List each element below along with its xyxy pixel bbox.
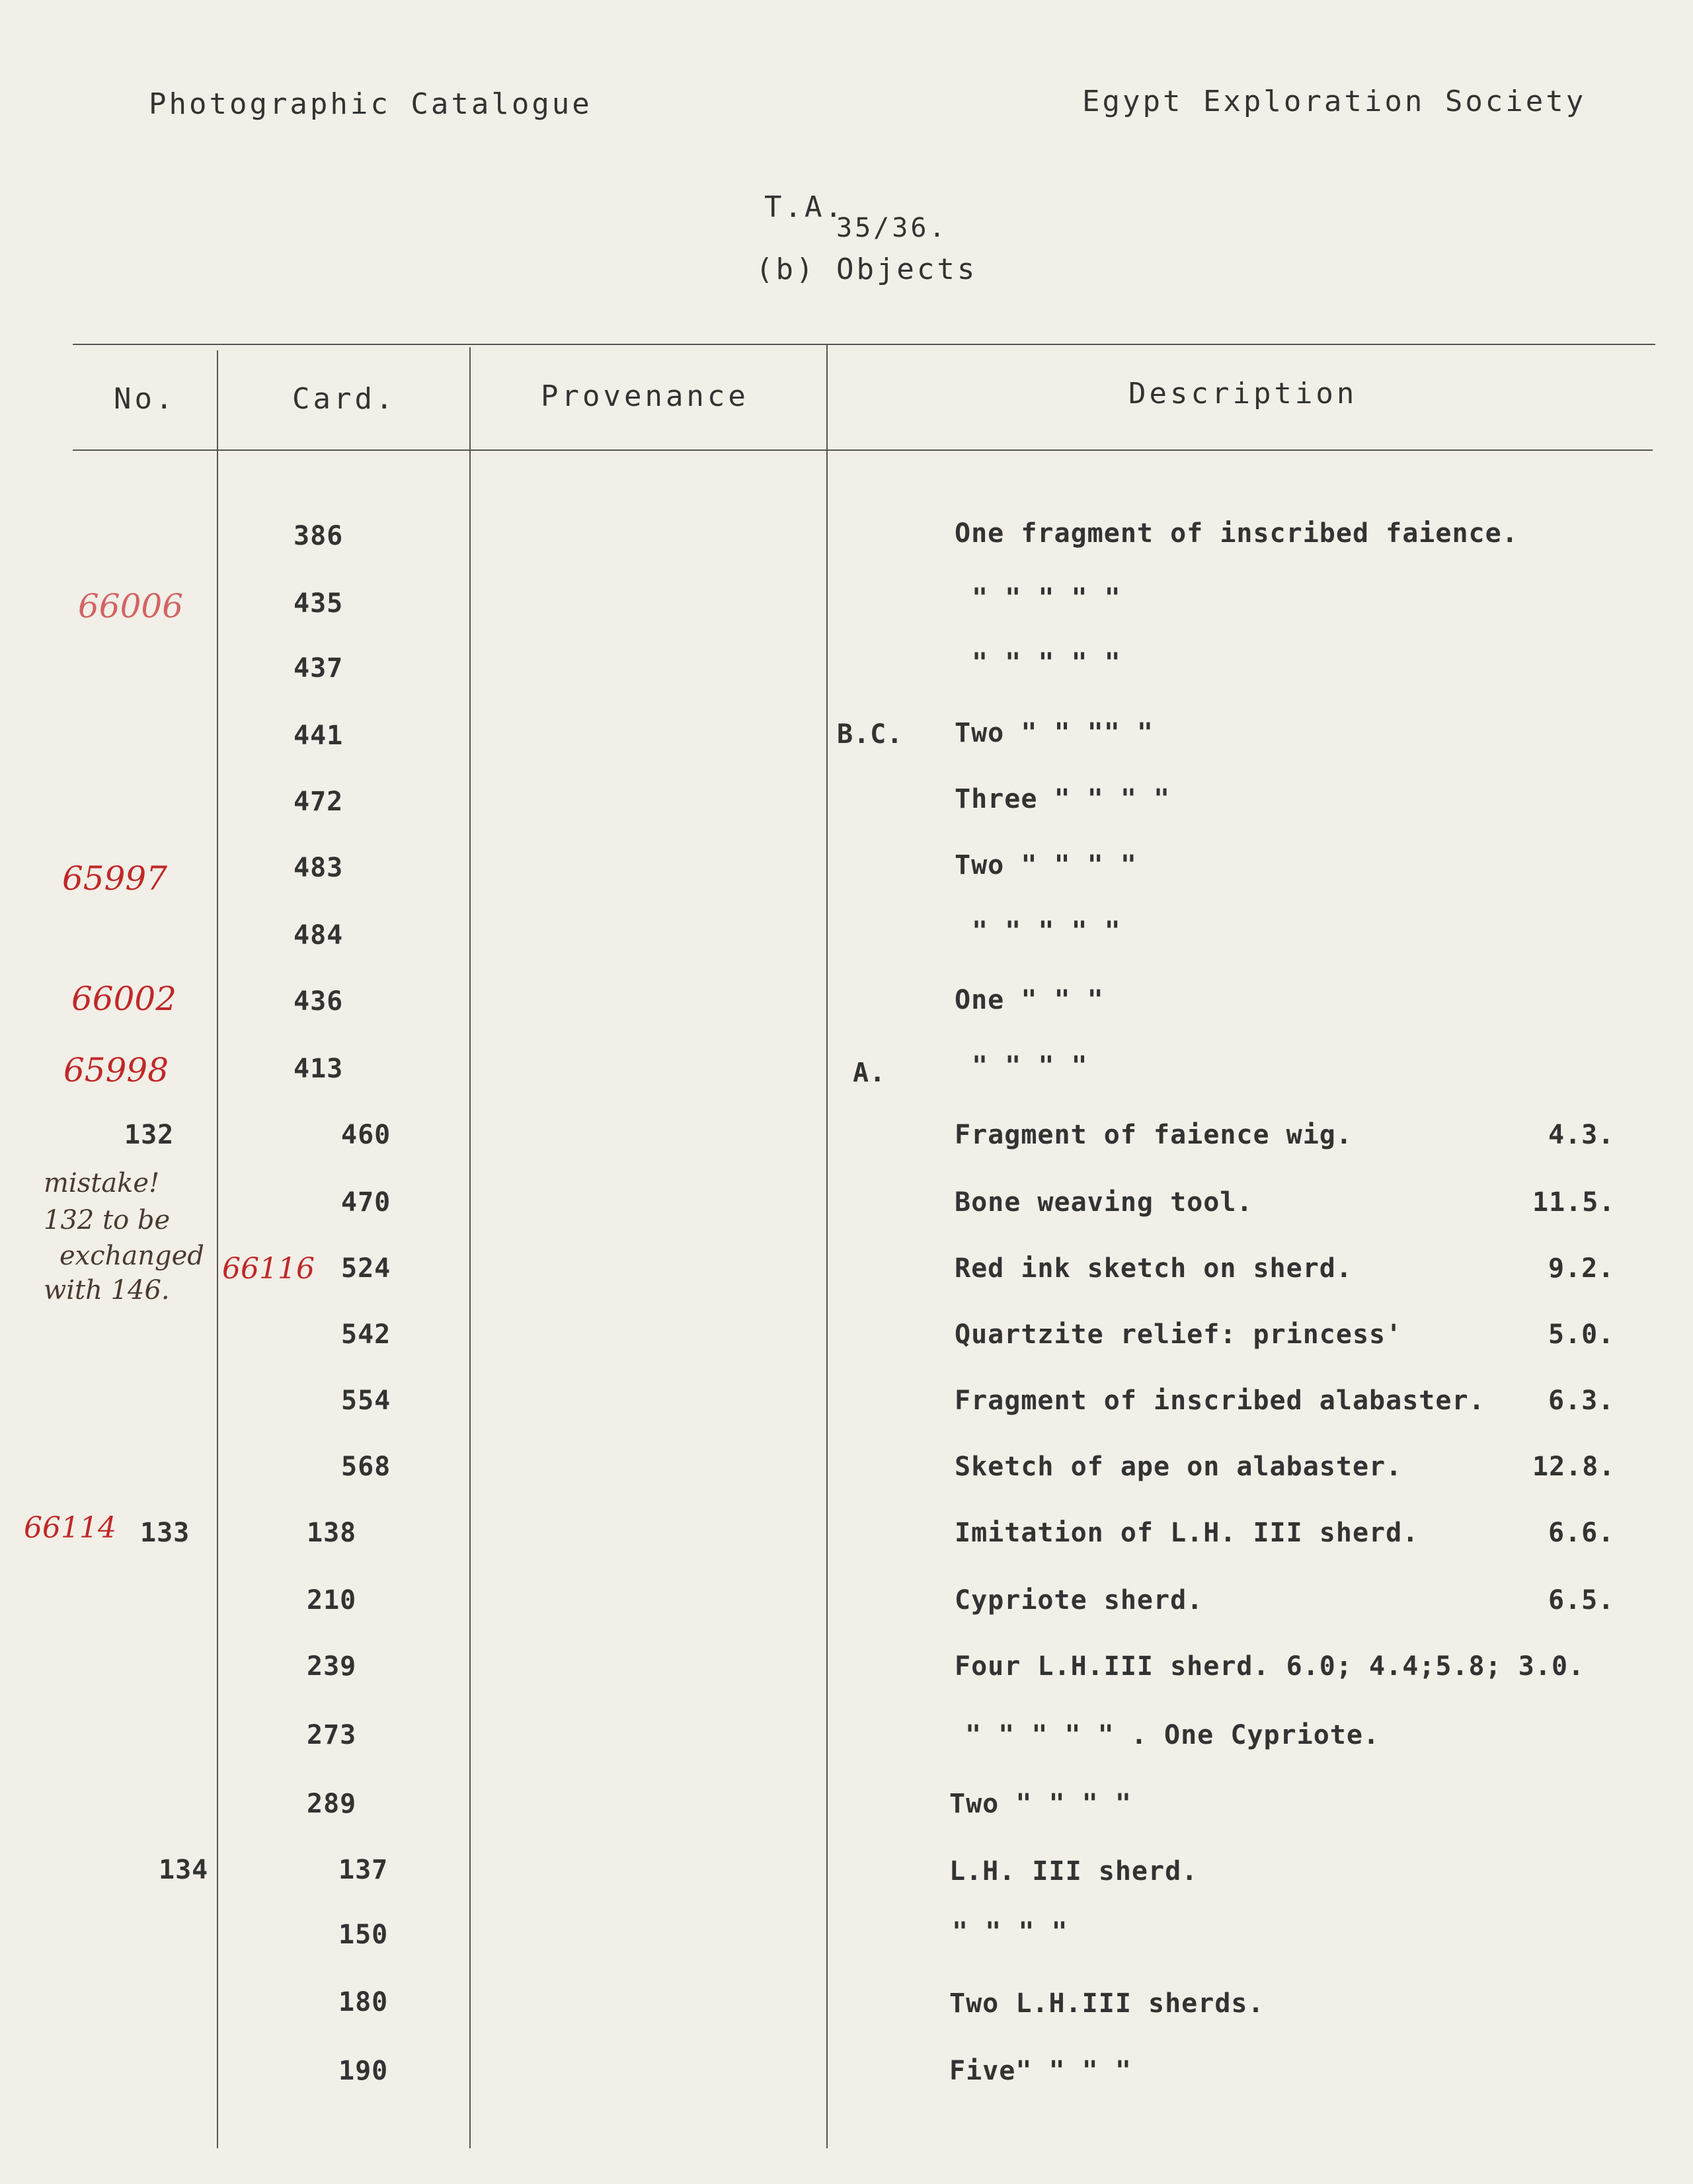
card-number: 441 (294, 721, 344, 751)
dimension: 4.3. (1548, 1120, 1615, 1150)
handwritten-note-line: exchanged (59, 1241, 204, 1271)
description: " " " " (952, 1917, 1068, 1947)
description: Fragment of faience wig. (955, 1120, 1353, 1150)
description: Three " " " " (955, 784, 1171, 814)
catalogue-title: Photographic Catalogue (149, 87, 592, 121)
description: " " " " " . One Cypriote. (965, 1720, 1380, 1750)
handwritten-note-line: with 146. (44, 1275, 170, 1306)
card-number: 138 (307, 1518, 357, 1548)
card-number: 180 (338, 1987, 389, 2017)
dimension: 6.5. (1548, 1585, 1615, 1616)
provenance: A. (853, 1058, 886, 1088)
object-number: 133 (140, 1518, 190, 1548)
col-header-no: No. (114, 382, 177, 416)
card-number: 483 (294, 853, 344, 883)
card-number: 386 (294, 521, 344, 551)
red-annotation: 66116 (222, 1252, 315, 1286)
table-header-rule (73, 449, 1653, 451)
col-header-provenance: Provenance (541, 379, 749, 413)
section-subtitle: (b) Objects (756, 253, 978, 286)
society-name: Egypt Exploration Society (1082, 85, 1587, 118)
card-number: 437 (294, 653, 344, 683)
card-number: 542 (341, 1319, 391, 1350)
description: Two L.H.III sherds. (949, 1988, 1265, 2019)
description: One fragment of inscribed faience. (955, 518, 1518, 549)
card-number: 436 (294, 986, 344, 1017)
description: Quartzite relief: princess' (955, 1319, 1403, 1350)
card-number: 190 (338, 2056, 389, 2086)
description: " " " " " (972, 648, 1121, 678)
description: " " " " (972, 1051, 1088, 1081)
description: One " " " (955, 985, 1104, 1015)
description: Imitation of L.H. III sherd. (955, 1518, 1419, 1548)
red-annotation: 65998 (63, 1051, 169, 1089)
table-top-rule (73, 344, 1655, 345)
description: Fragment of inscribed alabaster. (955, 1385, 1485, 1416)
card-number: 470 (341, 1187, 391, 1218)
card-number: 289 (307, 1789, 357, 1819)
description: L.H. III sherd. (949, 1856, 1199, 1887)
column-divider-no (217, 350, 218, 2148)
red-annotation: 65997 (62, 859, 168, 898)
description: Five" " " " (949, 2056, 1132, 2086)
dimension: 12.8. (1532, 1452, 1616, 1482)
card-number: 273 (307, 1720, 357, 1750)
description: Two " " " " (955, 850, 1137, 880)
description: Bone weaving tool. (955, 1187, 1253, 1218)
dimension: 9.2. (1548, 1253, 1615, 1284)
card-number: 524 (341, 1253, 391, 1284)
dimension: 5.0. (1548, 1319, 1615, 1350)
column-divider-card (469, 347, 471, 2148)
red-annotation: 66002 (71, 980, 177, 1018)
dimension: 6.3. (1548, 1385, 1615, 1416)
card-number: 435 (294, 588, 344, 619)
card-number: 137 (338, 1855, 389, 1885)
card-number: 472 (294, 787, 344, 817)
provenance: B.C. (837, 719, 904, 750)
column-divider-provenance (826, 344, 828, 2148)
season: 35/36. (836, 213, 948, 243)
col-header-card: Card. (292, 382, 397, 416)
site-code: T.A. (764, 190, 845, 224)
description: Two " " " " (949, 1789, 1132, 1819)
card-number: 484 (294, 920, 344, 951)
description: " " " " " (972, 583, 1121, 613)
card-number: 554 (341, 1385, 391, 1416)
card-number: 239 (307, 1651, 357, 1682)
description: " " " " " (972, 916, 1121, 947)
description: Cypriote sherd. (955, 1585, 1204, 1616)
description: Four L.H.III sherd. 6.0; 4.4;5.8; 3.0. (955, 1651, 1585, 1682)
col-header-description: Description (1128, 377, 1358, 410)
description: Sketch of ape on alabaster. (955, 1452, 1403, 1482)
object-number: 134 (159, 1855, 209, 1885)
card-number: 568 (341, 1452, 391, 1482)
handwritten-note-line: 132 to be (44, 1205, 171, 1235)
object-number: 132 (124, 1120, 175, 1150)
handwritten-note-line: mistake! (44, 1168, 160, 1198)
card-number: 460 (341, 1120, 391, 1150)
card-number: 150 (338, 1920, 389, 1950)
dimension: 11.5. (1532, 1187, 1616, 1218)
red-annotation: 66114 (24, 1511, 116, 1545)
card-number: 210 (307, 1585, 357, 1616)
red-annotation: 66006 (78, 587, 184, 625)
card-number: 413 (294, 1054, 344, 1084)
dimension: 6.6. (1548, 1518, 1615, 1548)
description: Red ink sketch on sherd. (955, 1253, 1353, 1284)
description: Two " " "" " (955, 718, 1154, 748)
